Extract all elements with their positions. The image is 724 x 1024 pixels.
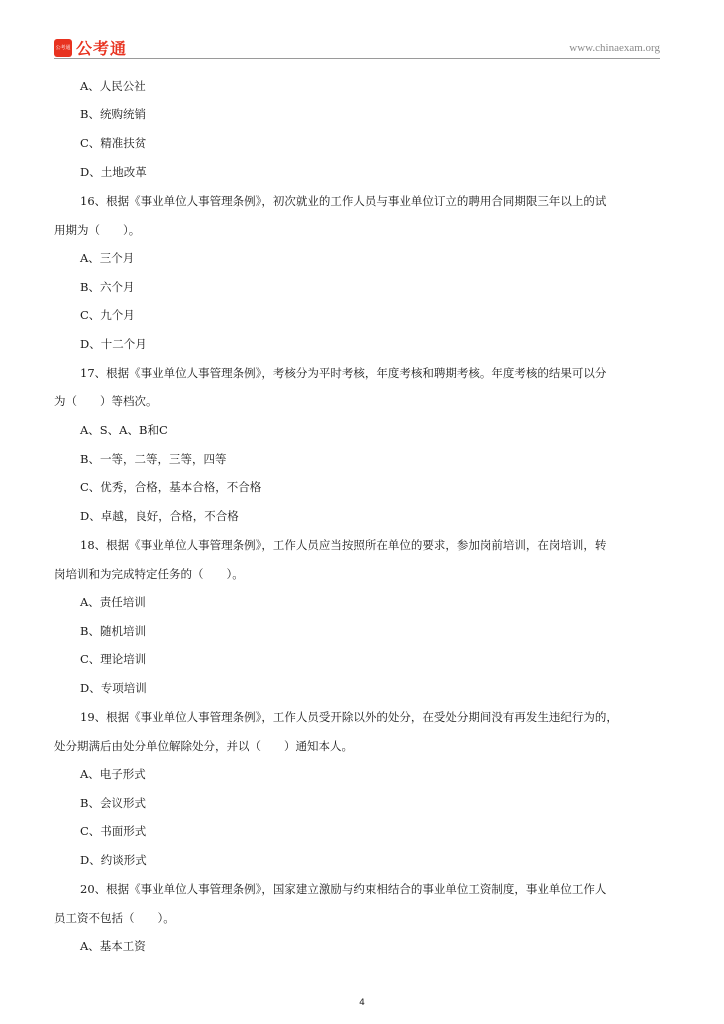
answer-option: A、三个月 <box>80 251 135 265</box>
question-text-continuation: 岗培训和为完成特定任务的（ ）。 <box>54 567 244 581</box>
answer-option: B、六个月 <box>80 280 135 294</box>
answer-option: D、卓越，良好，合格，不合格 <box>80 509 239 523</box>
answer-option: C、九个月 <box>80 308 135 322</box>
answer-option: B、统购统销 <box>80 107 146 121</box>
answer-option: D、约谈形式 <box>80 853 147 867</box>
answer-option: B、会议形式 <box>80 796 146 810</box>
page-number: 4 <box>359 998 365 1008</box>
question-text: 16、根据《事业单位人事管理条例》，初次就业的工作人员与事业单位订立的聘用合同期限三年以上的试 <box>80 194 607 208</box>
question-text: 20、根据《事业单位人事管理条例》，国家建立激励与约束相结合的事业单位工资制度，事业单位工作人 <box>80 882 607 896</box>
answer-option: B、随机培训 <box>80 624 146 638</box>
answer-option: A、人民公社 <box>80 79 146 93</box>
question-text: 17、根据《事业单位人事管理条例》，考核分为平时考核，年度考核和聘期考核。年度考核的结果可以分 <box>80 366 607 380</box>
answer-option: D、十二个月 <box>80 337 147 351</box>
answer-option: A、电子形式 <box>80 767 146 781</box>
logo-text: 公考通 <box>76 39 128 58</box>
answer-option: A、基本工资 <box>80 939 146 953</box>
answer-option: D、专项培训 <box>80 681 147 695</box>
answer-option: C、书面形式 <box>80 824 147 838</box>
answer-option: A、S、A、B和C <box>80 423 168 437</box>
question-text-continuation: 处分期满后由处分单位解除处分，并以（ ）通知本人。 <box>54 739 353 753</box>
question-text-continuation: 员工资不包括（ ）。 <box>54 911 175 925</box>
answer-option: D、土地改革 <box>80 165 147 179</box>
answer-option: B、一等，二等，三等，四等 <box>80 452 227 466</box>
question-text: 19、根据《事业单位人事管理条例》，工作人员受开除以外的处分，在受处分期间没有再发生违纪行为的， <box>80 710 618 724</box>
brand-logo <box>54 36 127 59</box>
answer-option: C、精准扶贫 <box>80 136 147 150</box>
question-text-continuation: 用期为（ ）。 <box>54 223 141 237</box>
question-text: 18、根据《事业单位人事管理条例》，工作人员应当按照所在单位的要求，参加岗前培训，在岗培训，转 <box>80 538 607 552</box>
site-url: www.chinaexam.org <box>569 42 660 54</box>
header-divider <box>54 58 660 59</box>
page-header <box>54 34 660 58</box>
question-text-continuation: 为（ ）等档次。 <box>54 394 158 408</box>
answer-option: A、责任培训 <box>80 595 146 609</box>
logo-badge-icon: 公考通 <box>54 39 72 57</box>
answer-option: C、优秀，合格，基本合格，不合格 <box>80 480 262 494</box>
answer-option: C、理论培训 <box>80 652 147 666</box>
